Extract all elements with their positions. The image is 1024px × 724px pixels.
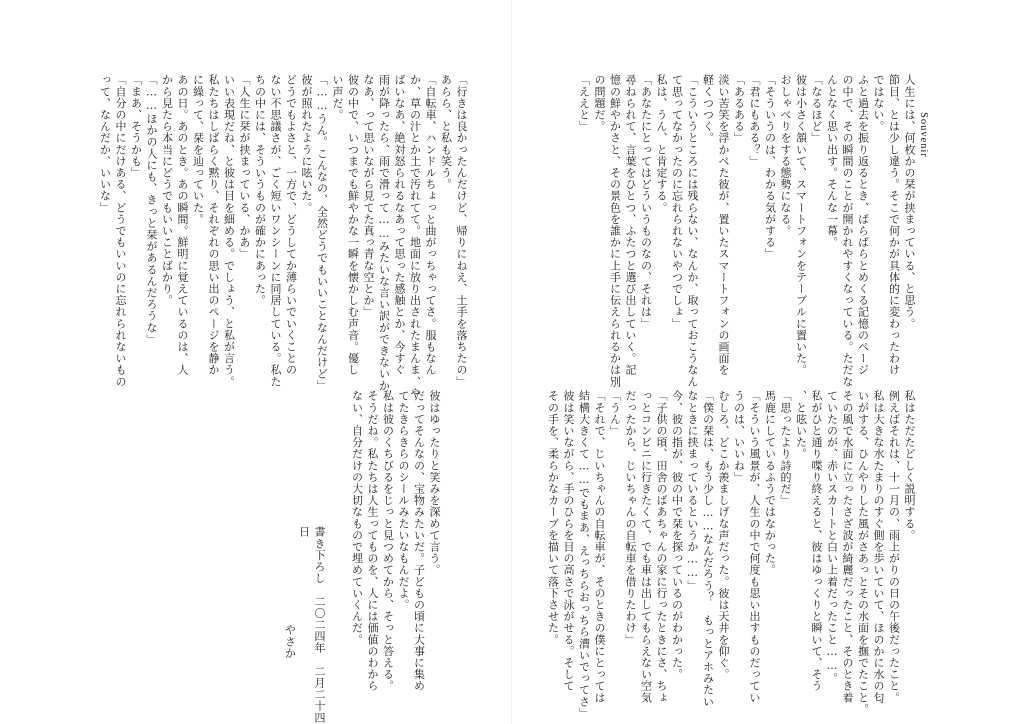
text-line: 軽くつつく。 <box>701 74 715 144</box>
chapter-title: Souvenir <box>918 112 929 158</box>
text-line: 今、彼の指が、彼の中で栞を探っているのがわかった。 <box>670 390 684 680</box>
text-line: 「思ったより詩的だ」 <box>779 390 792 506</box>
text-line: むしろ、どこか羨ましげな声だった。彼は天井を仰ぐ。 <box>717 390 730 680</box>
text-line: 淡い苦笑を浮かべた彼が、置いたスマートフォンの画面を <box>717 74 730 376</box>
text-line: 「そういう風景が、人生の中で何度も思い出すものだってい <box>748 390 761 704</box>
text-line: 憶の鮮やかさと、その景色を誰かに上手に伝えられるかは別 <box>608 74 622 388</box>
text-line: そうだね。私たちは人生ってものを、人には価値のわから <box>366 390 379 692</box>
text-line: その手を、柔らかなカーブを描いて落下させた。 <box>546 390 560 646</box>
right-page-bottom-text <box>537 390 917 719</box>
text-line: から見たら本当にどうでもいいことばかり。 <box>160 74 174 306</box>
text-line: ていたのが、赤いスカートと白い上着だったこと……。 <box>825 390 839 684</box>
text-line: 私はただたどしく説明する。 <box>903 390 916 541</box>
text-line: て思ってなかったのに忘れられないやつでしょ」 <box>670 74 684 330</box>
text-line: 私がひと通り喋り終えると、彼はゆっくりと瞬いて、そう <box>810 390 823 692</box>
text-line: うのは、いいね」 <box>732 390 746 483</box>
text-line: いがする、ひんやりした風がさあっとその水面を撫でたこと。 <box>856 390 870 715</box>
text-line: 「……うん。こんなの、全然どうでもいいことなんだけど」 <box>315 74 329 392</box>
text-line: っとコンビニに行きたくて、でも車は出してもらえない空気 <box>639 390 653 704</box>
text-line: 雨が降ったら、雨で滑って……みたいな言い訳ができないか <box>377 74 391 392</box>
text-line: 私は、うん、と肯定する。 <box>655 74 668 214</box>
text-line: 「君にもある？」 <box>748 74 761 167</box>
text-line: あの日。あのとき。あの瞬間。鮮明に覚えているのは、人 <box>176 74 189 376</box>
text-line: 私は大きな水たまりのすぐ側を歩いていて、ほのかに水の匂 <box>872 390 885 704</box>
left-page-bottom-text <box>342 390 442 692</box>
text-line: 「自分の中にだけある、どうでもいいのに忘れられないもの <box>114 74 127 388</box>
text-line: おしゃべりをする態勢になる。 <box>779 74 792 237</box>
text-line: って、なんだか、いいな」 <box>98 74 112 214</box>
text-line: 「僕の栞は、もう少し……なんだろう？ もっとアホみたい <box>701 390 715 708</box>
text-line: 「それで、じいちゃんの自転車が、そのときの僕にとっては <box>593 390 606 704</box>
text-line: だったから、じいちゃんの自転車を借りたわけ」 <box>624 390 637 646</box>
text-line: 「子供の頃、田舎のばあちゃんの家に行ったときにさ、ちょ <box>655 390 668 704</box>
signoff-note: 書き下ろし 二〇二四年 二月二十四日 <box>297 526 326 724</box>
text-line: なあ、って思いながら見てた真っ青な空とか」 <box>362 74 375 318</box>
text-line: 彼は小さく頷いて、スマートフォンをテーブルに置いた。 <box>794 74 808 376</box>
signoff-author: やさか <box>283 624 297 659</box>
text-line: に繰って、栞を辿っていた。 <box>191 74 205 225</box>
text-line: 「あるある」 <box>732 74 746 144</box>
text-line: だってそんなの、宝物みたいだ。子どもの頃に大事に集め <box>412 390 426 692</box>
text-line: てたきらきらのシールみたいなもんだよ。 <box>397 390 410 611</box>
text-line: ばいなあ、絶対怒られるなあって思った感触とか、今すぐ <box>393 74 406 376</box>
text-line: 「行きは良かったんだけど、帰りにねえ、土手を落ちたの」 <box>455 74 468 388</box>
text-line: 私たちはしばらく黙り、それぞれの思い出のページを静か <box>207 74 220 376</box>
left-page-top-text <box>91 74 469 399</box>
text-line: 「あなたにとってはどういうものなの、それは」 <box>639 74 653 330</box>
text-line: どうでもよさと、一方で、どうしてか薄らいでいくことの <box>284 74 298 376</box>
text-line: 「まあ、そうかも」 <box>129 74 143 179</box>
text-line: の中で、その瞬間のことが開かれやすくなっている。ただな <box>841 74 854 388</box>
text-line: 「……ほかの人にも、きっと栞があるんだろうな」 <box>145 74 158 345</box>
text-line: あらら、と私も笑う。 <box>439 74 453 190</box>
text-line: 例えばそれは、十一月の、雨上がりの日の午後だったこと。 <box>887 390 901 704</box>
text-line: 彼が照れたように呟いた。 <box>300 74 313 214</box>
text-line: ふと過去を振り返るとき、ぱらぱらとめくる記憶のページ <box>856 74 870 376</box>
text-line: 「ええと」 <box>577 74 591 132</box>
text-line: 彼はゆったりと笑みを深めて言う。 <box>428 390 441 576</box>
text-line: 尋ねられて、言葉をひとつ、ふたつと選び出していく。記 <box>624 74 637 376</box>
text-line: の問題だ。 <box>593 74 606 132</box>
text-line: ない不思議さが、ごく短いワンシーンに同居している。私た <box>269 74 282 388</box>
text-line: 人生には、何枚かの栞が挟まっている、と思う。 <box>903 74 916 330</box>
text-line: 「なるほど」 <box>810 74 823 144</box>
right-page-top-text <box>567 74 917 388</box>
text-line: い声だ。 <box>331 74 344 121</box>
text-line: 節目、とは少し違う。そこで何かが具体的に変わったわけ <box>887 74 901 376</box>
text-line: なときに挟まっているというか……」 <box>686 390 699 592</box>
text-line: 、と呟いた。 <box>794 390 808 460</box>
text-line: 馬鹿にしているふうではなかった。 <box>763 390 777 576</box>
text-line: 彼は笑いながら、手のひらを目の高さで泳がせる。そして <box>562 390 575 692</box>
text-line: ではない。 <box>872 74 885 132</box>
text-line: ない、自分だけの大切なもので埋めていくんだ。 <box>350 390 364 646</box>
text-line: 「人生に栞が挟まっている、かあ」 <box>238 74 251 260</box>
text-line: 「自転車、ハンドルちょっと曲がっちゃってさ。服もなん <box>424 74 437 376</box>
text-line: その風で水面に立ったさざ波が綺麗だったこと、そのとき着 <box>841 390 854 704</box>
text-line: 「うん」 <box>608 390 622 437</box>
text-line: いい表現だね、と彼は目を細める。でしょう、と私が言う。 <box>222 74 236 388</box>
text-line: 「こういうところには残らない、なんか、取っておこうなん <box>686 74 699 388</box>
text-line: ちの中には、そういうものが確かにあった。 <box>253 74 267 306</box>
text-line: 結構大きくて……でもまあ、えっちらおっちら漕いでってさ」 <box>577 390 591 719</box>
text-line: んとなく思い出す。そんな一幕。 <box>825 74 839 248</box>
page-gutter <box>511 0 512 724</box>
text-line: 「そういうのは、わかる気がする」 <box>763 74 777 260</box>
text-line: か、草の汁とか土で汚れてて。地面に放り出されたまんま、や <box>408 74 422 399</box>
text-line: 私は彼のくちびるをじっと見つめてから、そっと答える。 <box>381 390 395 692</box>
text-line: 彼の中で、いつまでも鮮やかな一瞬を懐かしむ声音。優し <box>346 74 360 376</box>
